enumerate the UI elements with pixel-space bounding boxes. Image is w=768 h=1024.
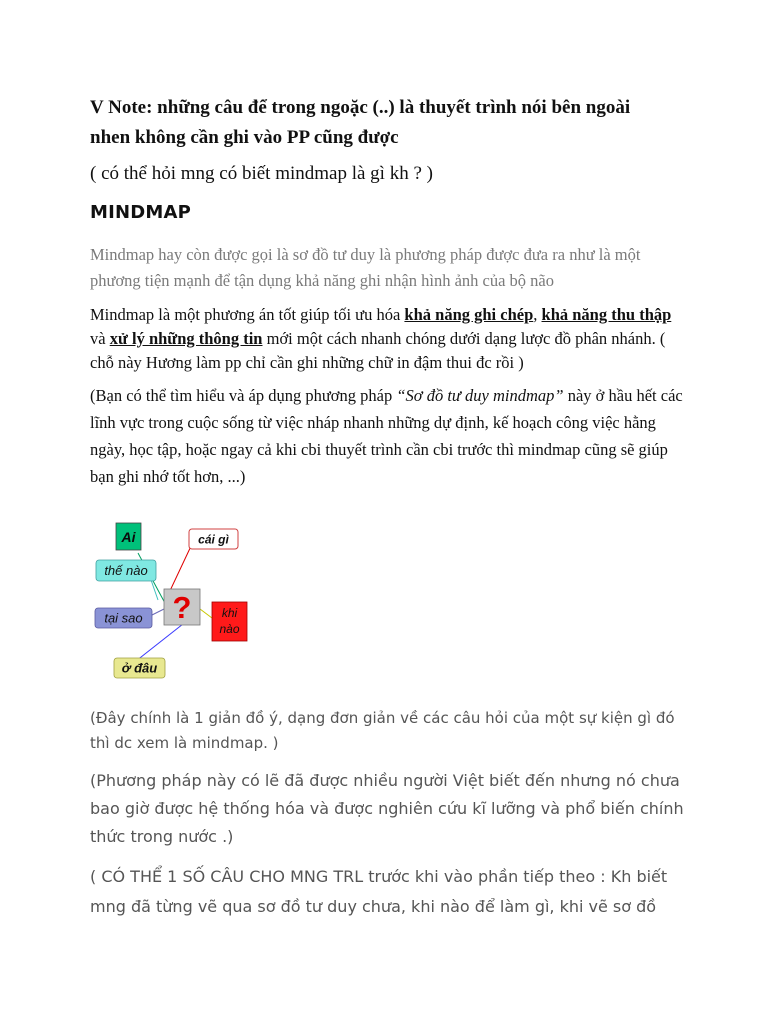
question-text: ( có thể hỏi mng có biết mindmap là gì kh ? ) <box>90 163 433 184</box>
question-mark-icon: ? <box>172 590 192 625</box>
mindmap-diagram <box>88 515 263 685</box>
audience-question-paragraph: ( CÓ THỂ 1 SỐ CÂU CHO MNG TRL trước khi vào phần tiếp theo : Kh biết mng đã từng vẽ qua sơ đồ tư duy chưa, khi nào để làm gì, khi vẽ sơ đồ <box>90 867 668 916</box>
node-ai-label: Ai <box>121 529 136 545</box>
mindmap-caption: (Đây chính là 1 giản đồ ý, dạng đơn giản về các câu hỏi của một sự kiện gì đó thì dc xem là mindmap. ) <box>90 709 675 752</box>
text-run: này ở hầu hết các lĩnh vực trong cuộc sống từ việc nháp nhanh những dự định, kế hoạch công việc hằng ngày, học tập, hoặc ngay cả khi cbi thuyết trình cần cbi trước thì mindmap cũng sẽ giúp bạn ghi nhớ tốt hơn, ...) <box>90 386 683 486</box>
node-cai-gi-label: cái gì <box>198 532 229 547</box>
connector-line <box>168 544 192 595</box>
node-o-dau-label: ở đâu <box>121 660 158 676</box>
benefits-paragraph <box>90 303 690 375</box>
section-heading: MINDMAP <box>90 202 192 223</box>
node-khi-nao-label: khi <box>221 606 238 620</box>
definition-paragraph: Mindmap hay còn được gọi là sơ đồ tư duy là phương pháp được đưa ra như là một phương tiện mạnh để tận dụng khả năng ghi nhận hình ảnh của bộ não <box>90 245 641 290</box>
note-text <box>90 93 730 153</box>
quoted-phrase: “Sơ đồ tư duy mindmap” <box>396 386 564 405</box>
connector-line <box>136 624 183 661</box>
bold-phrase: khả năng ghi chép <box>404 305 534 324</box>
note-line-2: nhen không cần ghi vào PP cũng được <box>90 127 399 148</box>
text-run: Mindmap là một phương án tốt giúp tối ưu hóa <box>90 305 405 324</box>
node-tai-sao-label: tại sao <box>104 610 143 626</box>
bold-phrase: khả năng thu thập <box>541 305 672 324</box>
text-run: và <box>90 329 110 348</box>
bold-phrase: xử lý những thông tin <box>109 329 263 348</box>
text-run: mới một cách nhanh chóng dưới dạng lược đồ phân nhánh. ( chỗ này Hương làm pp chỉ cần ghi những chữ in đậm thui đc rồi ) <box>90 329 666 372</box>
node-the-nao-label: thế nào <box>104 563 148 578</box>
history-paragraph: (Phương pháp này có lẽ đã được nhiều người Việt biết đến nhưng nó chưa bao giờ được hệ thống hóa và được nghiên cứu kĩ lưỡng và phổ biến chính thức trong nước .) <box>90 771 684 846</box>
usage-paragraph <box>90 382 690 490</box>
note-line-1: V Note: những câu để trong ngoặc (..) là thuyết trình nói bên ngoài <box>90 97 631 118</box>
text-run: , <box>533 305 542 324</box>
node-khi-nao-label: nào <box>219 622 240 636</box>
text-run: (Bạn có thể tìm hiểu và áp dụng phương pháp <box>90 386 397 405</box>
connector-line <box>200 609 212 618</box>
